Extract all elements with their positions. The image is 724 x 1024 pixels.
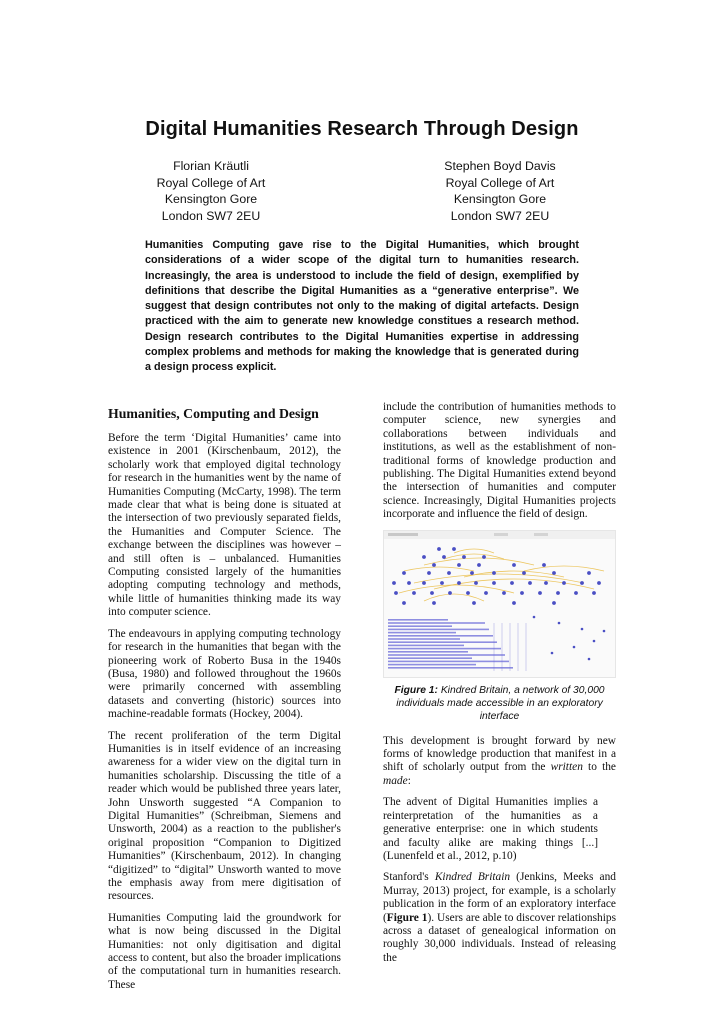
right-column (383, 401, 616, 973)
text-run: This development is brought forward by new forms of knowledge production that manifest in a shift of scholarly output from the (383, 734, 616, 774)
abstract: Humanities Computing gave rise to the Digital Humanities, which brought considerations of a wider scope of the digital turn to humanities research. Increasingly, the area is understood to include the field of design, exemplified by definitions that describe the Digital Humanities as a “generative enterprise”. We suggest that design contributes not only to the making of digital artefacts. Design practiced with the aim to generate new knowledge constitues a research method. Design research contributes to the Digital Humanities expertise in addressing complex problems and methods for making the knowledge that is generated during a design process explicit. (145, 239, 579, 374)
network-node (528, 581, 532, 585)
timeline-bar (388, 638, 460, 640)
network-node (522, 571, 526, 575)
author-block-2 (400, 158, 600, 224)
network-node (452, 547, 456, 551)
author-street: Kensington Gore (164, 192, 258, 206)
author-institution: Royal College of Art (445, 175, 555, 190)
network-node (512, 563, 516, 567)
network-node (402, 601, 406, 605)
network-visualization-image (384, 531, 615, 677)
paragraph: Humanities Computing laid the groundwork for what is now being discussed in the Digital Humanities: not only digitisation and digital access to content, but also the broader implications of the computational turn in humanities research. These (108, 911, 341, 991)
network-node (477, 563, 481, 567)
emphasis-written: written (550, 761, 583, 774)
network-node (457, 581, 461, 585)
text-run: (Jenkins, Meeks and Murray, 2013) project, for example, is a scholarly publication in the form of an exploratory interface ( (383, 871, 616, 924)
network-node (430, 591, 434, 595)
author-block-1 (111, 158, 311, 224)
network-node (462, 555, 466, 559)
network-node (502, 591, 506, 595)
author-name: Stephen Boyd Davis (444, 159, 556, 173)
network-node (587, 571, 591, 575)
figure-toolbar-item (534, 533, 548, 536)
text-run: ). Users are able to discover relationships across a dataset of genealogical information on roughly 30,000 individuals. Instead of releasing the (383, 911, 617, 964)
author-street: Kensington Gore (453, 192, 547, 206)
network-arc (404, 567, 474, 571)
network-node (432, 601, 436, 605)
timeline-bar (388, 663, 476, 665)
network-node (482, 555, 486, 559)
timeline-bar (388, 641, 497, 643)
network-node (574, 591, 578, 595)
author-name: Florian Kräutli (173, 159, 249, 173)
network-node (551, 651, 554, 654)
network-node (484, 591, 488, 595)
network-arc (524, 566, 604, 571)
text-run: to the (582, 761, 616, 774)
block-quote: The advent of Digital Humanities implies a reinterpretation of the humanities as a generative enterprise: one in which students and faculty alike are making things [...] (Lunenfeld et al., 2012, p.10) (383, 796, 598, 862)
network-node (427, 571, 431, 575)
timeline-bar (388, 647, 501, 649)
network-node (562, 581, 566, 585)
network-node (581, 627, 584, 630)
network-node (432, 563, 436, 567)
network-node (457, 563, 461, 567)
network-node (552, 571, 556, 575)
network-node (593, 639, 596, 642)
paper-title: Digital Humanities Research Through Design (145, 118, 579, 140)
figure-kindred-britain (383, 530, 616, 678)
text-run: Stanford's (383, 871, 435, 884)
network-node (533, 615, 536, 618)
network-arc (424, 594, 484, 601)
network-node (437, 547, 441, 551)
emphasis-title: Kindred Britain (434, 871, 511, 884)
network-node (470, 571, 474, 575)
section-heading: Humanities, Computing and Design (108, 406, 319, 421)
network-node (492, 581, 496, 585)
timeline-bar (388, 619, 448, 621)
text-run: : (407, 774, 411, 787)
figure-toolbar-item (388, 533, 418, 536)
network-node (512, 601, 516, 605)
network-node (544, 581, 548, 585)
network-node (580, 581, 584, 585)
paragraph: The endeavours in applying computing technology for research in the humanities that began with the pioneering work of Roberto Busa in the 1940s (Busa, 1980) and followed throughout the 1960s were primarily concerned with assembling datasets and converting (historic) sources into machine-readable formats (Hockey, 2004). (108, 627, 341, 721)
timeline-bar (388, 660, 509, 662)
network-node (392, 581, 396, 585)
network-node (588, 657, 591, 660)
network-node (472, 601, 476, 605)
network-node (412, 591, 416, 595)
timeline-bar (388, 628, 489, 630)
network-node (402, 571, 406, 575)
network-node (552, 601, 556, 605)
paragraph: The recent proliferation of the term Digital Humanities is in itself evidence of an increasing awareness for a wider view on the digital turn in humanities scholarship. Discussing the title of a reader which would be published three years later, John Unsworth suggested “A Companion to Digital Humanities” (Schreibman, Siemens and Unsworth, 2004) as a reaction to the publisher's original proposition “Companion to Digitized Humanities” (Kirschenbaum, 2012). In changing “digitized” to “digital” Unsworth wanted to move the emphasis away from mere digitisation of resources. (108, 729, 341, 903)
author-city: London SW7 2EU (450, 208, 550, 223)
paragraph (383, 871, 616, 965)
paragraph: include the contribution of humanities methods to computer science, new synergies and collaborations between individuals and institutions, as well as the establishment of non-traditional forms of knowledge production and publishing. The Digital Humanities extend beyond the intersection of humanities and computer science. Increasingly, Digital Humanities projects incorporate and influence the field of design. (383, 401, 616, 521)
timeline-bar (388, 635, 493, 637)
network-node (474, 581, 478, 585)
network-node (440, 581, 444, 585)
timeline-bar (388, 654, 505, 656)
figure-toolbar-item (494, 533, 508, 536)
timeline-bar (388, 622, 485, 624)
network-node (447, 571, 451, 575)
network-node (448, 591, 452, 595)
timeline-bar (388, 625, 452, 627)
network-node (466, 591, 470, 595)
left-column (108, 406, 341, 1000)
network-node (407, 581, 411, 585)
network-node (442, 555, 446, 559)
network-node (542, 563, 546, 567)
timeline-bar (388, 651, 468, 653)
paragraph: Before the term ‘Digital Humanities’ came into existence in 2001 (Kirschenbaum, 2012), the scholarly work that employed digital technology for research in the humanities went by the name of Humanities Computing (McCarty, 1998). The term made clear that what is being done is situated at the intersection of two previously separated fields, the Humanities and Computer Science. The exchange between the disciplines was however – and still often is – unbalanced. Humanities Computing consisted largely of the humanities adopting computing technology and methods, while little of humanities thinking made its way into computer science. (108, 432, 341, 619)
figure-label: Figure 1: (394, 684, 438, 696)
network-node (510, 581, 514, 585)
paragraph (383, 735, 616, 789)
network-node (556, 591, 560, 595)
network-node (492, 571, 496, 575)
timeline-bar (388, 657, 472, 659)
network-node (592, 591, 596, 595)
network-node (422, 555, 426, 559)
network-arc (399, 585, 514, 593)
figure-caption-text: Kindred Britain, a network of 30,000 individuals made accessible in an exploratory interface (396, 684, 605, 722)
author-city: London SW7 2EU (161, 208, 261, 223)
network-node (394, 591, 398, 595)
network-node (558, 621, 561, 624)
network-node (597, 581, 601, 585)
network-node (520, 591, 524, 595)
figure-reference: Figure 1 (386, 911, 428, 924)
timeline-bar (388, 644, 464, 646)
network-node (422, 581, 426, 585)
emphasis-made: made (383, 774, 408, 787)
network-node (603, 629, 606, 632)
network-node (538, 591, 542, 595)
network-node (573, 645, 576, 648)
timeline-bar (388, 631, 456, 633)
network-arc (454, 549, 494, 553)
author-institution: Royal College of Art (156, 175, 266, 190)
figure-caption (387, 684, 612, 723)
